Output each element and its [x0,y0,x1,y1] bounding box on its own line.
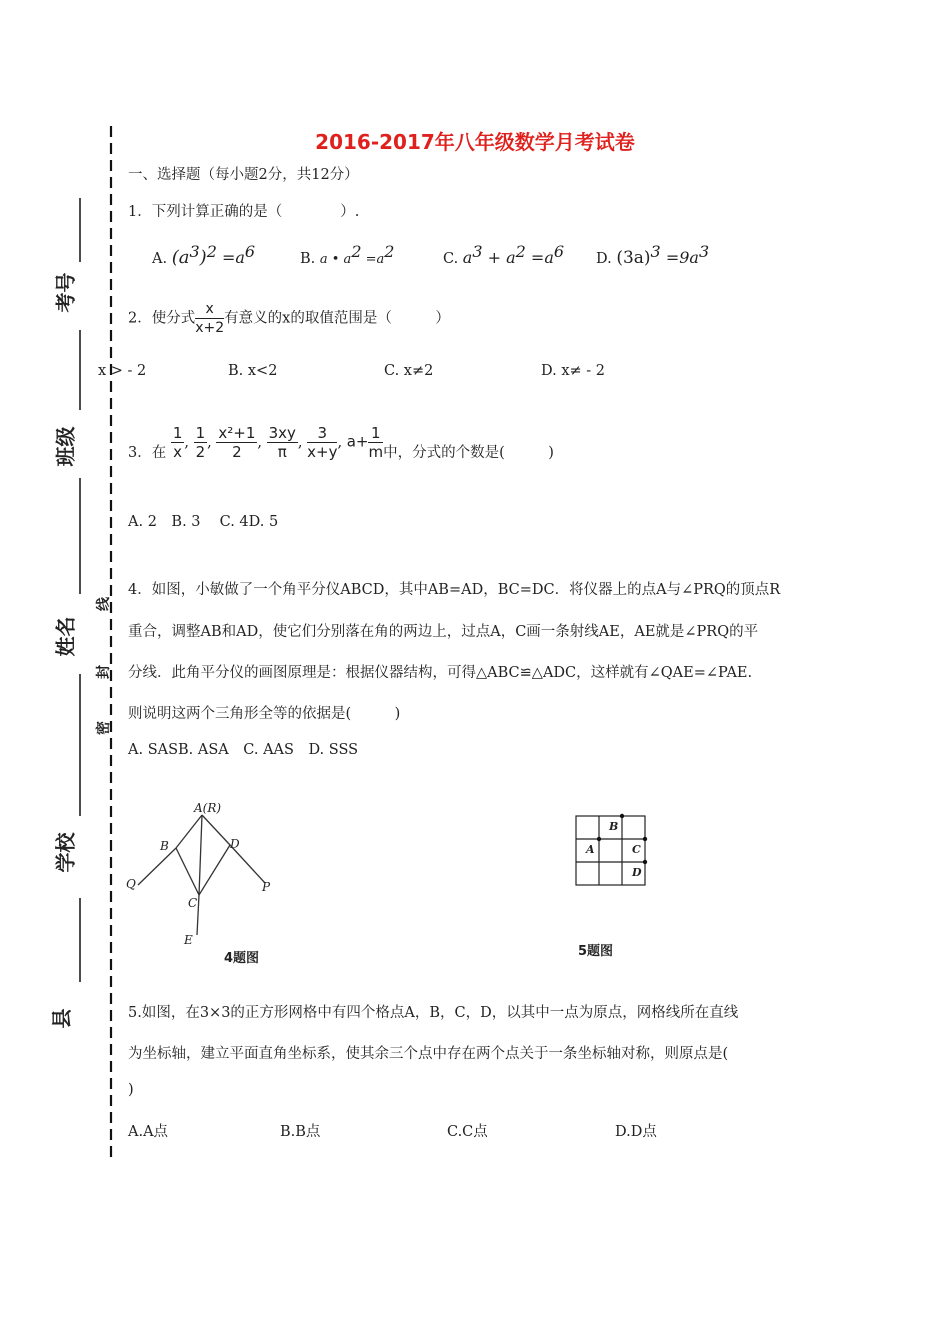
fig5-label-D: D [632,866,642,879]
figure-4-diagram [120,795,290,955]
label-class: 班级 [53,426,78,467]
q5-option-a: A.A点 [128,1124,169,1140]
fig4-label-C: C [188,896,198,910]
q1-d-expr: (3a) [616,247,651,268]
q1-a-exp1: 3 [189,242,200,261]
q5-line-2: 为坐标轴，建立平面直角坐标系，使其余三个点中存在两个点关于一条坐标轴对称，则原点是( [128,1046,729,1062]
fig5-label-C: C [632,843,641,856]
fig5-label-B: B [609,820,619,833]
q1-a-eq: =a [216,247,245,267]
label-school: 学校 [53,832,78,873]
q2-stem [128,300,450,337]
q1-a-exp3: 6 [244,242,256,261]
fig4-label-A: A(R) [194,801,222,815]
q5-line-3: ) [128,1082,134,1098]
fig4-label-B: B [160,839,169,853]
q1-option-c [443,242,564,267]
fig4-label-P: P [262,880,271,894]
q1-b-exp1: 2 [351,242,362,261]
q1-c-expr: a [462,247,473,267]
q1-b-expr: a • a [319,251,352,267]
q4-line-1: 4．如图，小敏做了一个角平分仪ABCD，其中AB=AD，BC=DC．将仪器上的点A与∠PRQ的顶点R [128,582,781,598]
q5-option-c: C.C点 [447,1124,488,1140]
q3-frac-1 [171,424,185,461]
q3-frac-2-num: 1 [195,424,206,442]
q1-a-lhs: (a [171,246,190,268]
page-title: 2016-2017年八年级数学月考试卷 [315,130,635,154]
q3-last-prefix: a+ [346,432,369,451]
q1-d-eq: =9a [660,247,699,267]
q5-line-1: 5.如图，在3×3的正方形网格中有四个格点A，B，C，D，以其中一点为原点，网格线所在直线 [128,1005,739,1021]
seal-char-line: 线 [96,597,112,611]
fig4-label-D: D [230,837,240,851]
q1-c-exp1: 3 [472,242,483,261]
label-exam-number: 考号 [53,272,78,313]
q1-b-eq: =a [361,251,385,267]
q2-post: 有意义的x的取值范围是（ ） [224,310,450,327]
q4-line-4: 则说明这两个三角形全等的依据是( ) [128,706,401,722]
figure-4-caption: 4题图 [224,951,260,966]
q3-stem: 3．在 $\frac{1}{x}$ , $\frac{1}{2}$ , $\frac{\text{x²+1}}{2}$ , $\frac{3xy}{\pi}$ , $\frac{3}{x+y}$ , a+ $\frac{1}{m}$ 中，分式的个数是( ) [128,424,554,461]
q3-frac-6-num: 1 [368,424,383,443]
q4-options: A. SASB. ASA C. AAS D. SSS [128,742,359,758]
q1-stem: 1．下列计算正确的是（ ）. [128,204,360,220]
q2-option-c: C. x≠2 [384,363,434,379]
q3-frac-5-den: x+y [307,443,338,461]
q3-frac-1-num: 1 [172,424,183,442]
q1-c-exp2: 2 [515,242,526,261]
q2-pre: 2．使分式 [128,310,196,327]
label-county: 县 [49,1008,74,1029]
q1-a-rp: ) [199,246,207,268]
q3-frac-2-den: 2 [195,443,206,461]
q3-frac-6 [368,424,383,461]
section-heading: 一、选择题（每小题2分，共12分） [128,167,359,183]
q3-frac-3-num: x²+1 [218,424,256,442]
q3-frac-4 [267,424,298,461]
fig4-label-Q: Q [126,877,136,891]
q2-frac-den: x+2 [195,320,225,336]
q2-frac-num: x [195,300,224,319]
q1-c-exp3: 6 [553,242,565,261]
q3-post: 中，分式的个数是( ) [383,444,554,461]
q2-option-b: B. x<2 [228,363,278,379]
label-name: 姓名 [53,616,78,657]
q1-d-exp1: 3 [650,242,661,261]
q3-frac-4-den: π [277,443,287,461]
q4-line-3: 分线．此角平分仪的画图原理是：根据仪器结构，可得△ABC≌△ADC，这样就有∠QAE=∠PAE. [128,665,753,681]
q1-b-label: B. [300,250,316,267]
seal-char-seal: 封 [96,665,112,679]
figure-5-caption: 5题图 [578,944,614,959]
fig4-label-E: E [184,933,193,947]
q2-fraction [195,300,224,337]
q3-pre: 3．在 [128,444,167,461]
q1-b-exp2: 2 [384,242,395,261]
q3-options: A. 2 B. 3 C. 4D. 5 [128,514,279,530]
q1-a-exp2: 2 [206,242,217,261]
q3-frac-1-den: x [173,443,183,461]
q3-frac-6-den: m [368,443,384,461]
q3-frac-4-num: 3xy [268,424,296,442]
q1-option-a [152,242,255,268]
seal-char-secret: 密 [96,721,112,735]
q1-d-exp2: 3 [698,242,710,261]
q2-option-a: x > - 2 [98,363,147,379]
q5-option-d: D.D点 [615,1124,657,1140]
q2-option-d: D. x≠ - 2 [541,363,605,379]
q1-c-label: C. [443,250,459,267]
q1-d-label: D. [596,250,612,267]
q3-frac-5 [307,424,337,461]
fig5-label-A: A [586,843,595,856]
q4-line-2: 重合，调整AB和AD，使它们分别落在角的两边上，过点A，C画一条射线AE，AE就是∠PRQ的平 [128,624,759,640]
q3-frac-3 [216,424,257,461]
q3-frac-5-num: 3 [307,424,337,443]
figure-5-grid [570,810,660,895]
q1-a-label: A. [152,250,168,267]
q3-frac-3-den: 2 [232,443,242,461]
q1-option-d [596,242,709,268]
q1-c-plus: + a [482,247,516,267]
q1-c-eq: =a [525,247,554,267]
q3-frac-2 [194,424,208,461]
q1-option-b [300,242,394,267]
q5-option-b: B.B点 [280,1124,321,1140]
